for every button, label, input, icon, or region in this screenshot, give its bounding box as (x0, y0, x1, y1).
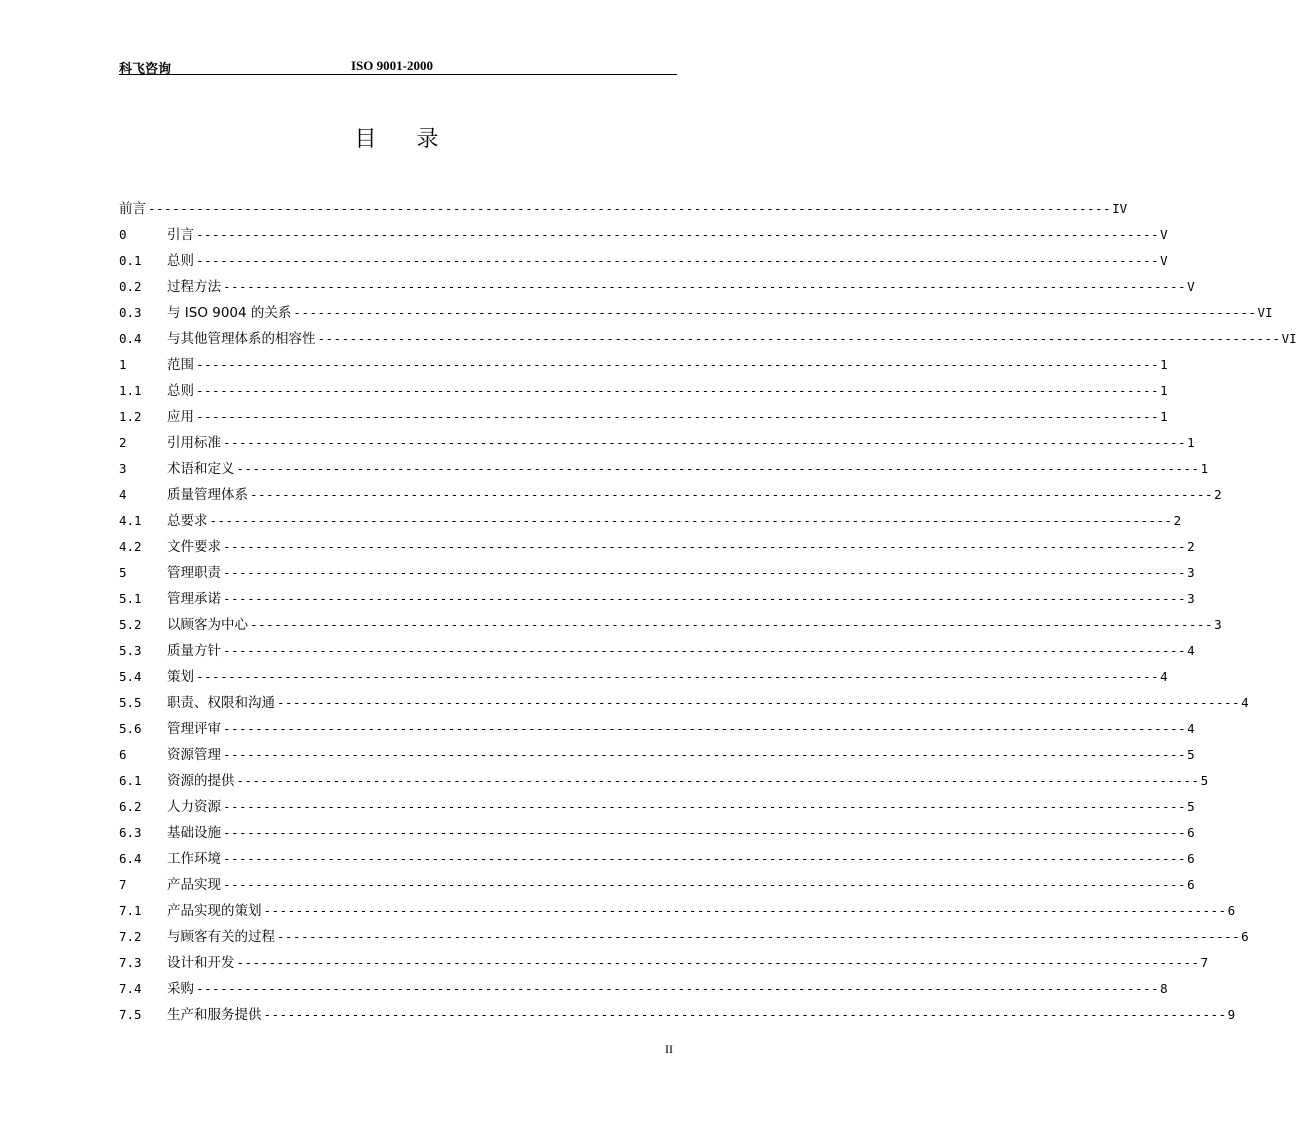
toc-entry-page: 2 (1186, 534, 1195, 560)
toc-entry-title: 过程方法 (167, 279, 221, 295)
toc-leader: ------------------------------------------------------------------------------------------------------------------------ (209, 513, 1173, 528)
toc-leader: ------------------------------------------------------------------------------------------------------------------------ (277, 695, 1241, 710)
toc-entry[interactable] (119, 846, 1195, 872)
toc-entry-title: 资源管理 (167, 747, 221, 763)
toc-entry-number: 6.1 (119, 773, 142, 788)
toc-entry-number: 2 (119, 435, 127, 450)
toc-entry-page: 5 (1200, 768, 1209, 794)
toc-entry[interactable] (119, 300, 1273, 326)
toc-entry[interactable] (119, 924, 1249, 950)
toc-entry-number: 0.2 (119, 279, 142, 294)
toc-entry-title: 以顾客为中心 (167, 617, 248, 633)
toc-entry-number: 7 (119, 877, 127, 892)
toc-entry-title: 引用标准 (167, 435, 221, 451)
toc-entry[interactable] (119, 326, 1297, 352)
toc-entry-page: 4 (1159, 664, 1168, 690)
toc-leader: ------------------------------------------------------------------------------------------------------------------------ (223, 591, 1187, 606)
toc-entry-number: 5.2 (119, 617, 142, 632)
toc-leader: ------------------------------------------------------------------------------------------------------------------------ (196, 357, 1160, 372)
toc-entry-page: 4 (1186, 638, 1195, 664)
toc-leader: ------------------------------------------------------------------------------------------------------------------------ (277, 929, 1241, 944)
toc-entry-page: 9 (1227, 1002, 1236, 1028)
toc-entry-title: 质量方针 (167, 643, 221, 659)
toc-entry-number: 7.2 (119, 929, 142, 944)
toc-entry[interactable] (119, 456, 1209, 482)
toc-entry-page: 5 (1186, 742, 1195, 768)
toc-leader: ------------------------------------------------------------------------------------------------------------------------ (317, 331, 1281, 346)
toc-entry[interactable] (119, 404, 1168, 430)
toc-entry-title: 策划 (167, 669, 194, 685)
toc-entry[interactable] (119, 1002, 1236, 1028)
toc-entry-title: 管理承诺 (167, 591, 221, 607)
toc-entry-page: VI (1281, 326, 1297, 352)
toc-entry-page: V (1186, 274, 1195, 300)
toc-entry-page: 5 (1186, 794, 1195, 820)
toc-entry-number: 4.2 (119, 539, 142, 554)
toc-leader: ------------------------------------------------------------------------------------------------------------------------ (223, 721, 1187, 736)
toc-leader: ------------------------------------------------------------------------------------------------------------------------ (250, 487, 1214, 502)
toc-leader: ------------------------------------------------------------------------------------------------------------------------ (293, 305, 1257, 320)
toc-leader: ------------------------------------------------------------------------------------------------------------------------ (196, 227, 1160, 242)
toc-entry[interactable] (119, 378, 1168, 404)
toc-entry-page: 6 (1227, 898, 1236, 924)
toc-leader: ------------------------------------------------------------------------------------------------------------------------ (263, 903, 1227, 918)
toc-entry[interactable] (119, 482, 1222, 508)
toc-entry-page: V (1159, 248, 1168, 274)
toc-entry-number: 7.5 (119, 1007, 142, 1022)
toc-entry-title: 生产和服务提供 (167, 1007, 262, 1023)
toc-entry[interactable] (119, 638, 1195, 664)
toc-entry-title: 应用 (167, 409, 194, 425)
toc-leader: ------------------------------------------------------------------------------------------------------------------------ (223, 825, 1187, 840)
toc-entry-number: 1 (119, 357, 127, 372)
toc-entry-title: 文件要求 (167, 539, 221, 555)
toc-entry-number: 0.3 (119, 305, 142, 320)
toc-entry-number: 4.1 (119, 513, 142, 528)
toc-entry-page: 3 (1213, 612, 1222, 638)
toc-entry-number: 0 (119, 227, 127, 242)
toc-entry-title: 管理评审 (167, 721, 221, 737)
toc-entry-title: 资源的提供 (167, 773, 235, 789)
header-organization: 科飞咨询 (119, 62, 172, 77)
toc-entry-title: 产品实现 (167, 877, 221, 893)
toc-leader: ------------------------------------------------------------------------------------------------------------------------ (196, 253, 1160, 268)
toc-entry[interactable] (119, 976, 1168, 1002)
toc-entry-title: 范围 (167, 357, 194, 373)
toc-entry-page: 1 (1200, 456, 1209, 482)
toc-entry-number: 3 (119, 461, 127, 476)
toc-entry-page: 3 (1186, 586, 1195, 612)
toc-entry[interactable] (119, 612, 1222, 638)
toc-leader: ------------------------------------------------------------------------------------------------------------------------ (223, 435, 1187, 450)
toc-entry[interactable] (119, 560, 1195, 586)
toc-entry-title: 设计和开发 (167, 955, 235, 971)
toc-entry-page: 6 (1186, 872, 1195, 898)
toc-leader: ------------------------------------------------------------------------------------------------------------------------ (223, 279, 1187, 294)
toc-leader: ------------------------------------------------------------------------------------------------------------------------ (223, 643, 1187, 658)
toc-entry[interactable] (119, 274, 1195, 300)
toc-entry-title: 与 ISO 9004 的关系 (167, 305, 292, 321)
toc-entry[interactable] (119, 898, 1236, 924)
toc-entry[interactable] (119, 534, 1195, 560)
toc-entry-number: 1.1 (119, 383, 142, 398)
toc-leader: ------------------------------------------------------------------------------------------------------------------------ (236, 955, 1200, 970)
toc-entry[interactable] (119, 664, 1168, 690)
toc-entry-title: 产品实现的策划 (167, 903, 262, 919)
toc-entry-page: 1 (1159, 378, 1168, 404)
table-of-contents (119, 196, 1297, 1028)
toc-leader: ------------------------------------------------------------------------------------------------------------------------ (236, 773, 1200, 788)
toc-entry-page: 1 (1159, 404, 1168, 430)
toc-leader: ------------------------------------------------------------------------------------------------------------------------ (196, 669, 1160, 684)
toc-leader: ------------------------------------------------------------------------------------------------------------------------ (196, 383, 1160, 398)
toc-leader: ------------------------------------------------------------------------------------------------------------------------ (196, 409, 1160, 424)
toc-entry[interactable] (119, 950, 1209, 976)
toc-entry-page: 6 (1186, 820, 1195, 846)
toc-entry-title: 采购 (167, 981, 194, 997)
toc-leader: ------------------------------------------------------------------------------------------------------------------------ (236, 461, 1200, 476)
toc-leader: ------------------------------------------------------------------------------------------------------------------------ (223, 799, 1187, 814)
toc-entry[interactable] (119, 742, 1195, 768)
toc-entry-number: 7.3 (119, 955, 142, 970)
toc-leader: ------------------------------------------------------------------------------------------------------------------------ (196, 981, 1160, 996)
toc-entry[interactable] (119, 248, 1168, 274)
toc-leader: ------------------------------------------------------------------------------------------------------------------------ (250, 617, 1214, 632)
toc-entry-number: 6.3 (119, 825, 142, 840)
toc-leader: ------------------------------------------------------------------------------------------------------------------------ (223, 565, 1187, 580)
toc-leader: ------------------------------------------------------------------------------------------------------------------------ (223, 851, 1187, 866)
toc-entry[interactable] (119, 222, 1168, 248)
toc-entry-page: 6 (1240, 924, 1249, 950)
toc-entry-number: 6.4 (119, 851, 142, 866)
toc-entry-page: 4 (1186, 716, 1195, 742)
toc-entry-number: 1.2 (119, 409, 142, 424)
toc-entry-page: 2 (1173, 508, 1182, 534)
toc-entry[interactable] (119, 430, 1195, 456)
toc-entry-title: 与其他管理体系的相容性 (167, 331, 316, 347)
toc-entry[interactable] (119, 690, 1249, 716)
toc-entry-title: 前言 (119, 201, 146, 217)
page-header (119, 56, 677, 75)
toc-entry-number: 5.1 (119, 591, 142, 606)
toc-entry-title: 基础设施 (167, 825, 221, 841)
toc-entry-page: 1 (1159, 352, 1168, 378)
toc-entry-title: 质量管理体系 (167, 487, 248, 503)
toc-entry-number: 4 (119, 487, 127, 502)
toc-entry-title: 与顾客有关的过程 (167, 929, 275, 945)
toc-entry-title: 工作环境 (167, 851, 221, 867)
toc-entry-number: 6.2 (119, 799, 142, 814)
toc-entry-title: 管理职责 (167, 565, 221, 581)
toc-leader: ------------------------------------------------------------------------------------------------------------------------ (223, 539, 1187, 554)
toc-entry-page: V (1159, 222, 1168, 248)
toc-entry-page: 3 (1186, 560, 1195, 586)
toc-entry-title: 职责、权限和沟通 (167, 695, 275, 711)
toc-entry-page: 2 (1213, 482, 1222, 508)
toc-title: 目录 (354, 127, 479, 152)
toc-entry[interactable] (119, 508, 1182, 534)
toc-entry-page: 6 (1186, 846, 1195, 872)
toc-entry-page: 4 (1240, 690, 1249, 716)
toc-entry-number: 6 (119, 747, 127, 762)
toc-entry-number: 7.1 (119, 903, 142, 918)
toc-entry-number: 0.1 (119, 253, 142, 268)
toc-entry-title: 人力资源 (167, 799, 221, 815)
toc-entry-title: 术语和定义 (167, 461, 235, 477)
toc-entry-number: 5.3 (119, 643, 142, 658)
toc-entry-number: 5.5 (119, 695, 142, 710)
toc-entry[interactable] (119, 820, 1195, 846)
toc-entry-page: VI (1257, 300, 1273, 326)
toc-leader: ------------------------------------------------------------------------------------------------------------------------ (223, 747, 1187, 762)
toc-entry[interactable] (119, 716, 1195, 742)
toc-entry[interactable] (119, 872, 1195, 898)
toc-entry-number: 5.4 (119, 669, 142, 684)
toc-entry-title: 总则 (167, 383, 194, 399)
toc-entry-number: 5 (119, 565, 127, 580)
toc-entry[interactable] (119, 794, 1195, 820)
toc-entry-page: 1 (1186, 430, 1195, 456)
toc-leader: ------------------------------------------------------------------------------------------------------------------------ (148, 201, 1112, 216)
toc-leader: ------------------------------------------------------------------------------------------------------------------------ (223, 877, 1187, 892)
toc-entry-page: 7 (1200, 950, 1209, 976)
toc-entry-page: 8 (1159, 976, 1168, 1002)
toc-entry[interactable] (119, 586, 1195, 612)
toc-entry-number: 7.4 (119, 981, 142, 996)
header-standard: ISO 9001-2000 (351, 58, 433, 73)
toc-entry-page: IV (1111, 196, 1127, 222)
toc-entry-title: 总则 (167, 253, 194, 269)
toc-entry[interactable] (119, 196, 1128, 222)
toc-leader: ------------------------------------------------------------------------------------------------------------------------ (263, 1007, 1227, 1022)
toc-entry[interactable] (119, 352, 1168, 378)
toc-entry[interactable] (119, 768, 1209, 794)
toc-entry-title: 引言 (167, 227, 194, 243)
page-number: II (665, 1042, 673, 1056)
toc-entry-number: 5.6 (119, 721, 142, 736)
toc-entry-number: 0.4 (119, 331, 142, 346)
toc-entry-title: 总要求 (167, 513, 208, 529)
